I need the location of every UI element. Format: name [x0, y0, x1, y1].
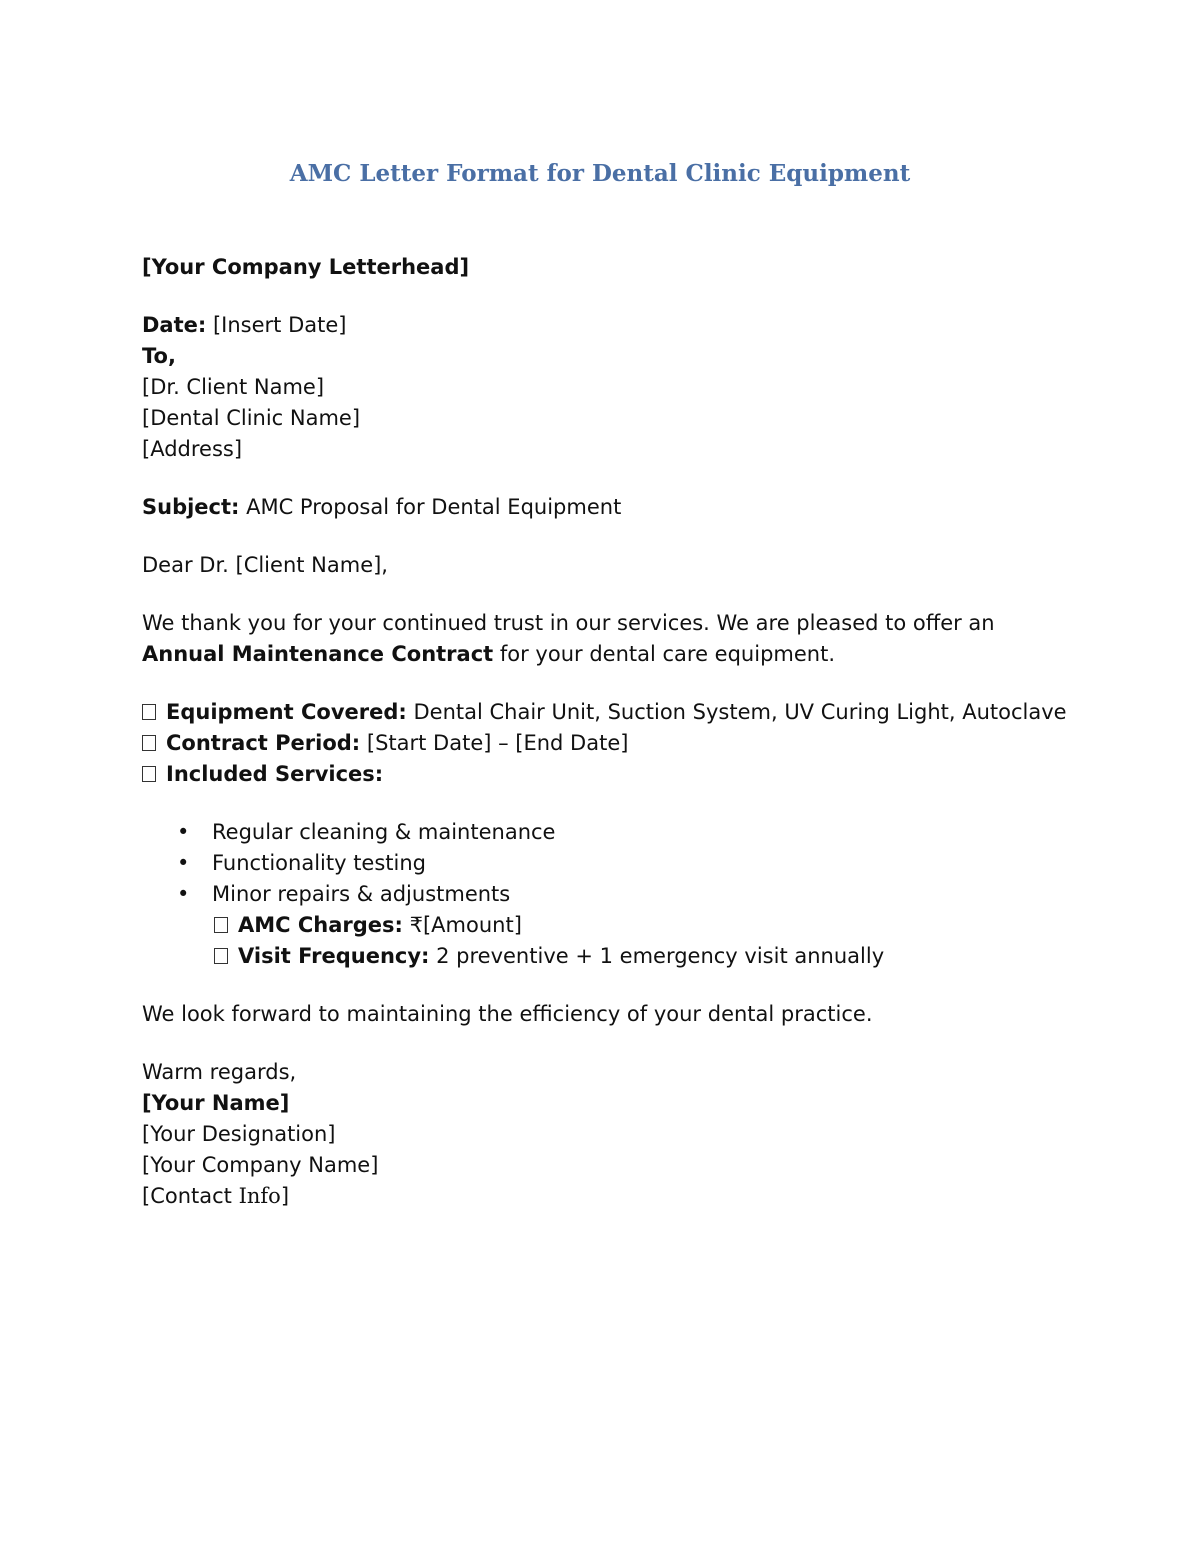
designation: [Your Designation]: [142, 1122, 336, 1146]
recipient-address: [Address]: [142, 437, 243, 461]
bullet-icon: •: [177, 851, 190, 875]
company-name: [Your Company Name]: [142, 1153, 379, 1177]
intro-bold: Annual Maintenance Contract: [142, 642, 494, 666]
date-label: Date:: [142, 313, 207, 337]
letter-body: [142, 252, 1102, 1212]
charges-value: ₹[Amount]: [402, 913, 522, 937]
document-title: AMC Letter Format for Dental Clinic Equipment: [289, 160, 911, 187]
service-text: Functionality testing: [212, 851, 426, 875]
equipment-label: Equipment Covered:: [166, 700, 407, 724]
contact-info: [142, 1181, 1102, 1212]
bullet-icon: •: [177, 882, 190, 906]
service-text: Minor repairs & adjustments: [212, 882, 511, 906]
contact-word: Info: [238, 1184, 281, 1208]
intro-line-2: [142, 639, 1102, 670]
checkbox-icon: [142, 766, 156, 782]
date-line: [142, 310, 1102, 341]
closing-line: We look forward to maintaining the efficiency of your dental practice.: [142, 1002, 873, 1026]
subject-label: Subject:: [142, 495, 240, 519]
subject-line: [142, 492, 1102, 523]
intro-line-1: We thank you for your continued trust in our services. We are pleased to offer an: [142, 611, 995, 635]
your-name: [Your Name]: [142, 1091, 290, 1115]
recipient-clinic: [Dental Clinic Name]: [142, 406, 361, 430]
to-label: To,: [142, 344, 176, 368]
services-list: [142, 817, 1102, 910]
regards: Warm regards,: [142, 1060, 297, 1084]
period-line: [142, 728, 1102, 759]
period-value: [Start Date] – [End Date]: [360, 731, 629, 755]
salutation: Dear Dr. [Client Name],: [142, 553, 388, 577]
services-label: Included Services:: [166, 762, 384, 786]
frequency-label: Visit Frequency:: [238, 944, 430, 968]
period-label: Contract Period:: [166, 731, 361, 755]
intro-rest: for your dental care equipment.: [493, 642, 835, 666]
frequency-value: 2 preventive + 1 emergency visit annually: [429, 944, 885, 968]
charges-label: AMC Charges:: [238, 913, 403, 937]
bullet-icon: •: [177, 820, 190, 844]
contact-suffix: ]: [280, 1184, 290, 1208]
equipment-line: [142, 697, 1102, 728]
equipment-value: Dental Chair Unit, Suction System, UV Curing Light, Autoclave: [406, 700, 1067, 724]
frequency-line: [142, 941, 1102, 972]
checkbox-icon: [214, 948, 228, 964]
checkbox-icon: [214, 917, 228, 933]
subject-value: AMC Proposal for Dental Equipment: [239, 495, 622, 519]
recipient-name: [Dr. Client Name]: [142, 375, 325, 399]
list-item: [142, 879, 1102, 910]
charges-line: [142, 910, 1102, 941]
checkbox-icon: [142, 704, 156, 720]
services-line: [142, 759, 1102, 790]
list-item: [142, 817, 1102, 848]
service-text: Regular cleaning & maintenance: [212, 820, 556, 844]
checkbox-icon: [142, 735, 156, 751]
date-value: [Insert Date]: [206, 313, 347, 337]
letterhead: [Your Company Letterhead]: [142, 255, 470, 279]
contact-prefix: [Contact: [142, 1184, 239, 1208]
list-item: [142, 848, 1102, 879]
